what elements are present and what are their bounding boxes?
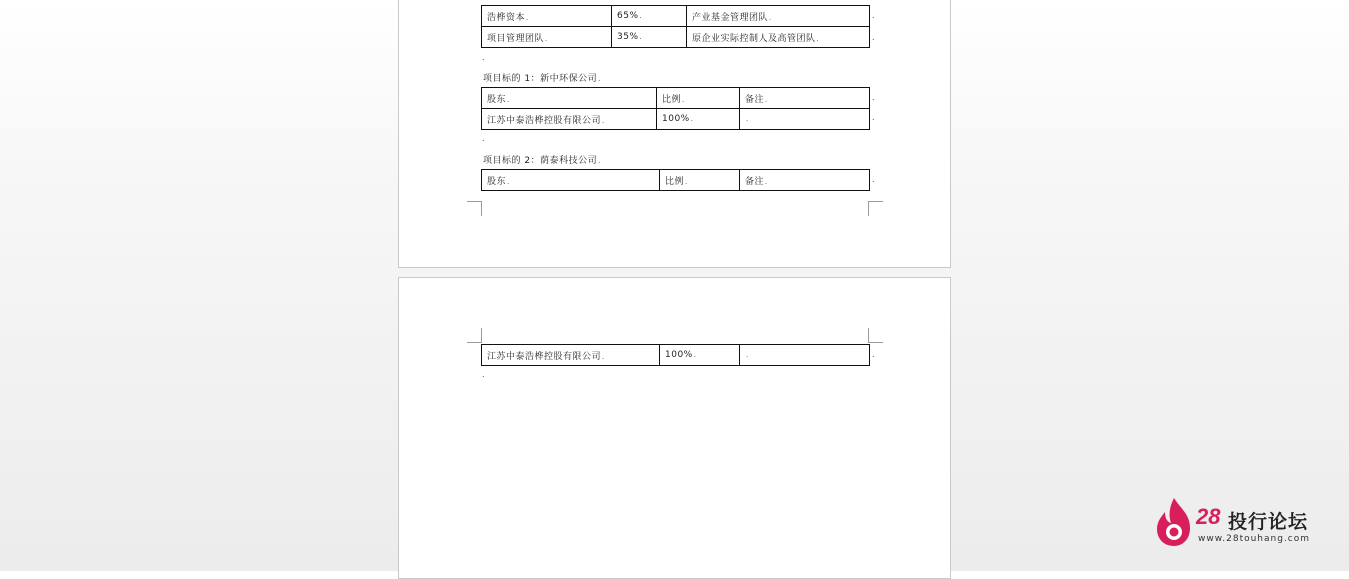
table-cell[interactable]: 比例. [657,88,740,109]
table-cell[interactable]: 产业基金管理团队. [687,6,870,27]
table-row [482,6,870,27]
table-cell[interactable]: 65%. [612,6,687,27]
table-cell[interactable]: 35%. [612,27,687,48]
crop-mark-top-right [868,328,883,343]
table-cell[interactable]: 比例. [660,170,740,191]
table-cell[interactable]: 项目管理团队. [482,27,612,48]
table-cell[interactable]: 备注. [740,170,870,191]
table-cell[interactable]: . [740,345,870,366]
table-cell[interactable]: 100%. [660,345,740,366]
shareholder-table-2-continued [481,344,870,366]
table-cell[interactable]: . [740,109,870,130]
flame-icon [1154,496,1194,548]
logo-name: 投行论坛 [1228,511,1309,533]
table-cell[interactable]: 江苏中泰浩桦控股有限公司. [482,345,660,366]
shareholder-table-0 [481,5,870,48]
row-end-mark: . [872,350,875,359]
table-cell[interactable]: 备注. [740,88,870,109]
shareholder-table-1 [481,87,870,130]
table-cell[interactable]: 原企业实际控制人及高管团队. [687,27,870,48]
table-row [482,345,870,366]
crop-mark-bottom-right [868,201,883,216]
crop-mark-top-left [467,328,482,343]
paragraph-mark: . [482,134,485,143]
document-page-1 [398,0,951,268]
paragraph-mark: . [482,53,485,62]
table-row [482,88,870,109]
table-cell[interactable]: 股东. [482,170,660,191]
row-end-mark: . [872,113,875,122]
crop-mark-bottom-left [467,201,482,216]
target-2-heading[interactable]: 项目标的 2：荫泰科技公司. [483,156,601,166]
row-end-mark: . [872,33,875,42]
table-row [482,27,870,48]
table-cell[interactable]: 浩桦资本. [482,6,612,27]
logo-url: www.28touhang.com [1198,534,1311,544]
table-row [482,109,870,130]
watermark-logo [1154,496,1334,550]
document-page-2 [398,277,951,579]
target-1-heading[interactable]: 项目标的 1：新中环保公司. [483,74,601,84]
paragraph-mark: . [482,370,485,379]
table-cell[interactable]: 100%. [657,109,740,130]
row-end-mark: . [872,11,875,20]
row-end-mark: . [872,93,875,102]
logo-number: 28 [1196,504,1221,529]
shareholder-table-2 [481,169,870,191]
table-row [482,170,870,191]
table-cell[interactable]: 江苏中泰浩桦控股有限公司. [482,109,657,130]
table-cell[interactable]: 股东. [482,88,657,109]
row-end-mark: . [872,175,875,184]
